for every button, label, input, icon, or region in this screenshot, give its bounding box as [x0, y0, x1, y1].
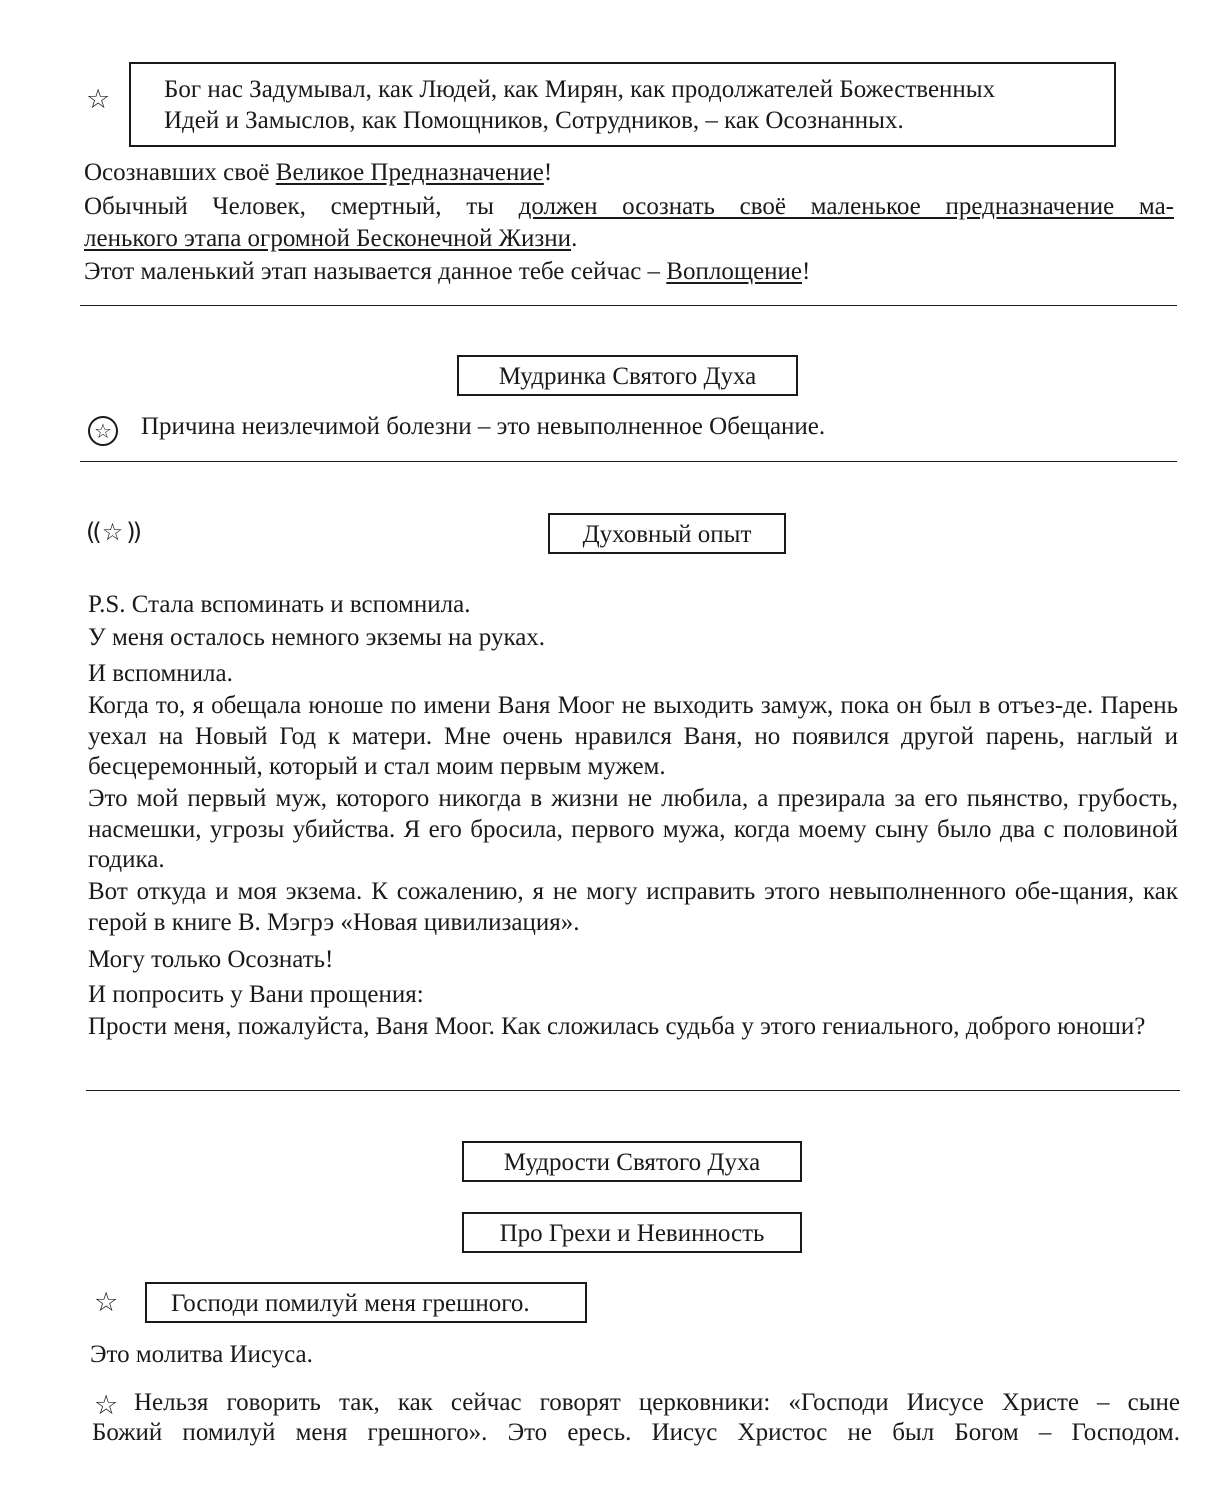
text: Осознавших своё [84, 159, 276, 186]
paragraph [84, 192, 1174, 223]
divider [80, 461, 1177, 462]
underlined-text: Воплощение [666, 258, 803, 285]
paragraph [84, 224, 1174, 255]
divider [86, 1090, 1180, 1091]
text: ! [543, 159, 553, 186]
paragraph: Когда то, я обещала юноше по имени Ваня Моог не выходить замуж, пока он был в отъез-де. Парень уехал на Новый Год к матери. Мне очень нравился Ваня, но появился другой парень, наглый и бесцеремонный, который и стал моим первым мужем. [88, 692, 1178, 780]
paragraph [84, 257, 1174, 288]
star-icon: ☆ [86, 84, 111, 115]
paragraph: Это молитва Иисуса. [90, 1341, 313, 1368]
section-heading: Духовный опыт [548, 513, 786, 554]
paragraph [84, 158, 1176, 189]
paragraph-line: Божий помилуй меня грешного». Это ересь. Иисус Христос не был Богом – Господом. [92, 1419, 1180, 1446]
text: ! [802, 258, 811, 285]
star-icon: ☆ [94, 1287, 119, 1318]
underlined-text: должен осознать своё маленькое предназначение ма- [518, 193, 1174, 220]
boxed-quote-line: Бог нас Задумывал, как Людей, как Мирян, как продолжателей Божественных [164, 76, 996, 103]
text: Обычный Человек, смертный, ты [84, 193, 519, 220]
boxed-quote-line: Идей и Замыслов, как Помощников, Сотрудников, – как Осознанных. [164, 106, 904, 134]
star-icon: ☆ [101, 518, 124, 546]
underlined-text: Великое Предназначение [275, 159, 544, 186]
text: . [571, 225, 578, 252]
saying-text: Причина неизлечимой болезни – это невыполненное Обещание. [141, 413, 826, 440]
paragraph-line: Нельзя говорить так, как сейчас говорят церковники: «Господи Иисусе Христе – сыне [134, 1389, 1180, 1416]
divider [80, 305, 1177, 306]
boxed-quote [129, 62, 1116, 147]
boxed-prayer: Господи помилуй меня грешного. [145, 1282, 587, 1323]
star-icon: ☆ [94, 419, 112, 443]
circled-star-icon [88, 416, 118, 446]
paragraph: Вот откуда и моя экзема. К сожалению, я не могу исправить этого невыполненного обе-щания, как герой в книге В. Мэгрэ «Новая цивилизация». [88, 878, 1178, 936]
moon-star-icon [86, 518, 139, 547]
section-subheading: Про Грехи и Невинность [462, 1212, 802, 1253]
crescent-icon: (( [86, 518, 99, 546]
paragraph: Прости меня, пожалуйста, Ваня Моог. Как сложилась судьба у этого гениального, доброго юноши? [88, 1013, 1146, 1040]
crescent-icon: )) [126, 518, 139, 546]
paragraph: И попросить у Вани прощения: [88, 981, 424, 1008]
paragraph: И вспомнила. [88, 660, 233, 687]
paragraph: P.S. Стала вспоминать и вспомнила. [88, 591, 471, 618]
paragraph: Могу только Осознать! [88, 946, 334, 973]
paragraph: Это мой первый муж, которого никогда в жизни не любила, а презирала за его пьянство, грубость, насмешки, угрозы убийства. Я его бросила, первого мужа, когда моему сыну было два с половиной годика. [88, 785, 1178, 873]
underlined-text: ленького этапа огромной Бесконечной Жизни [84, 225, 572, 252]
paragraph: У меня осталось немного экземы на руках. [88, 624, 546, 651]
star-icon: ☆ [94, 1390, 119, 1421]
section-heading: Мудринка Святого Духа [457, 355, 798, 396]
text: Этот маленький этап называется данное тебе сейчас – [84, 258, 667, 285]
section-heading: Мудрости Святого Духа [462, 1141, 802, 1182]
